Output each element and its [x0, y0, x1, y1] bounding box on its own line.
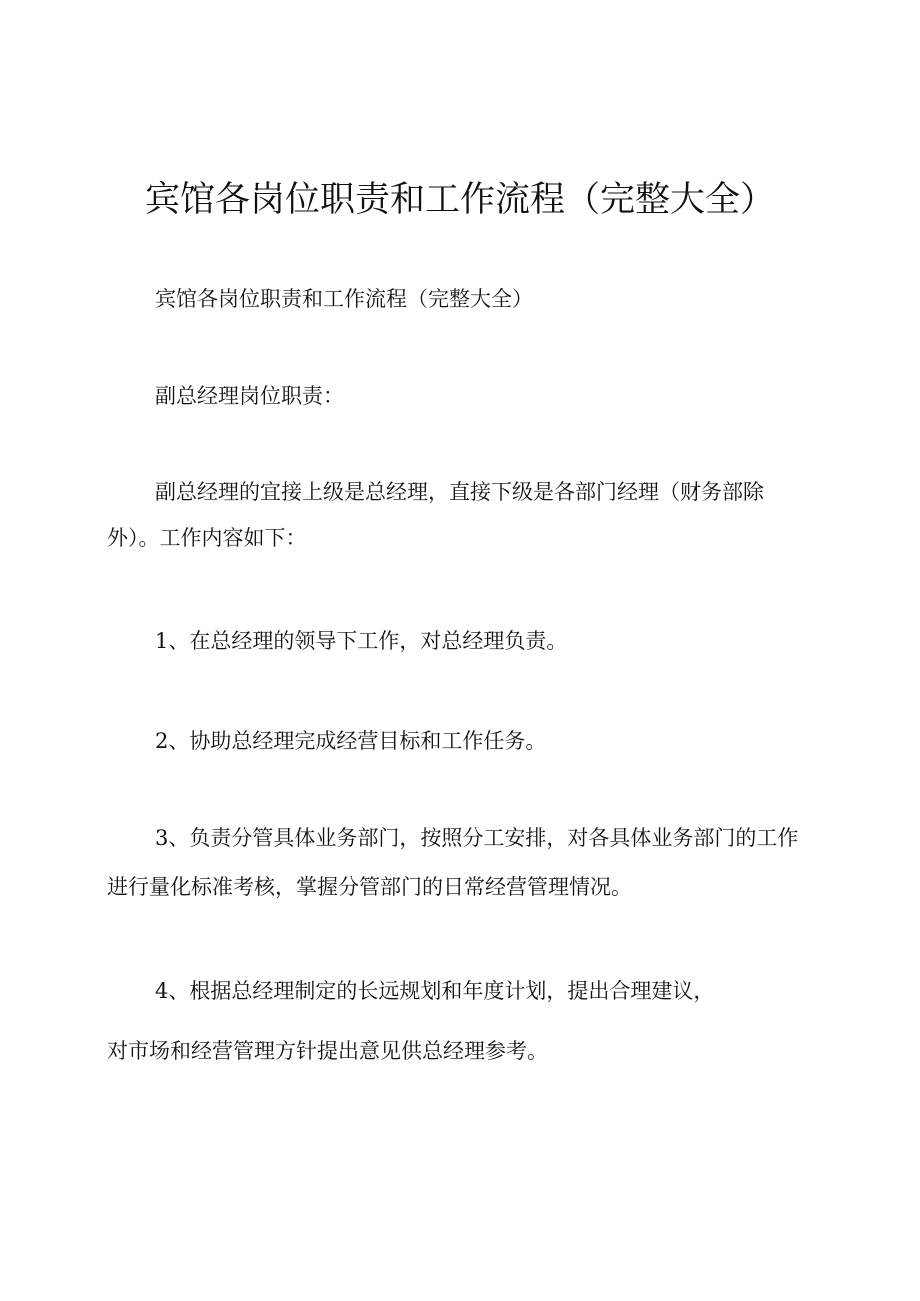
item-1-line-1: 1、在总经理的领导下工作，对总经理负责。	[155, 629, 568, 653]
item-3-line-2: 进行量化标准考核，掌握分管部门的日常经营管理情况。	[107, 875, 632, 899]
document-subtitle: 宾馆各岗位职责和工作流程（完整大全）	[155, 287, 533, 311]
item-3-line-1: 3、负责分管具体业务部门，按照分工安排，对各具体业务部门的工作	[155, 826, 799, 850]
item-4-line-1: 4、根据总经理制定的长远规划和年度计划，提出合理建议，	[155, 979, 715, 1003]
item-2-line-1: 2、协助总经理完成经营目标和工作任务。	[155, 729, 547, 753]
section-heading: 副总经理岗位职责：	[155, 384, 344, 408]
intro-line-2: 外）。工作内容如下：	[107, 526, 307, 550]
document-title: 宾馆各岗位职责和工作流程（完整大全）	[144, 180, 775, 220]
intro-line-1: 副总经理的宜接上级是总经理，直接下级是各部门经理（财务部除	[155, 480, 764, 504]
item-4-line-2: 对市场和经营管理方针提出意见供总经理参考。	[107, 1039, 548, 1063]
